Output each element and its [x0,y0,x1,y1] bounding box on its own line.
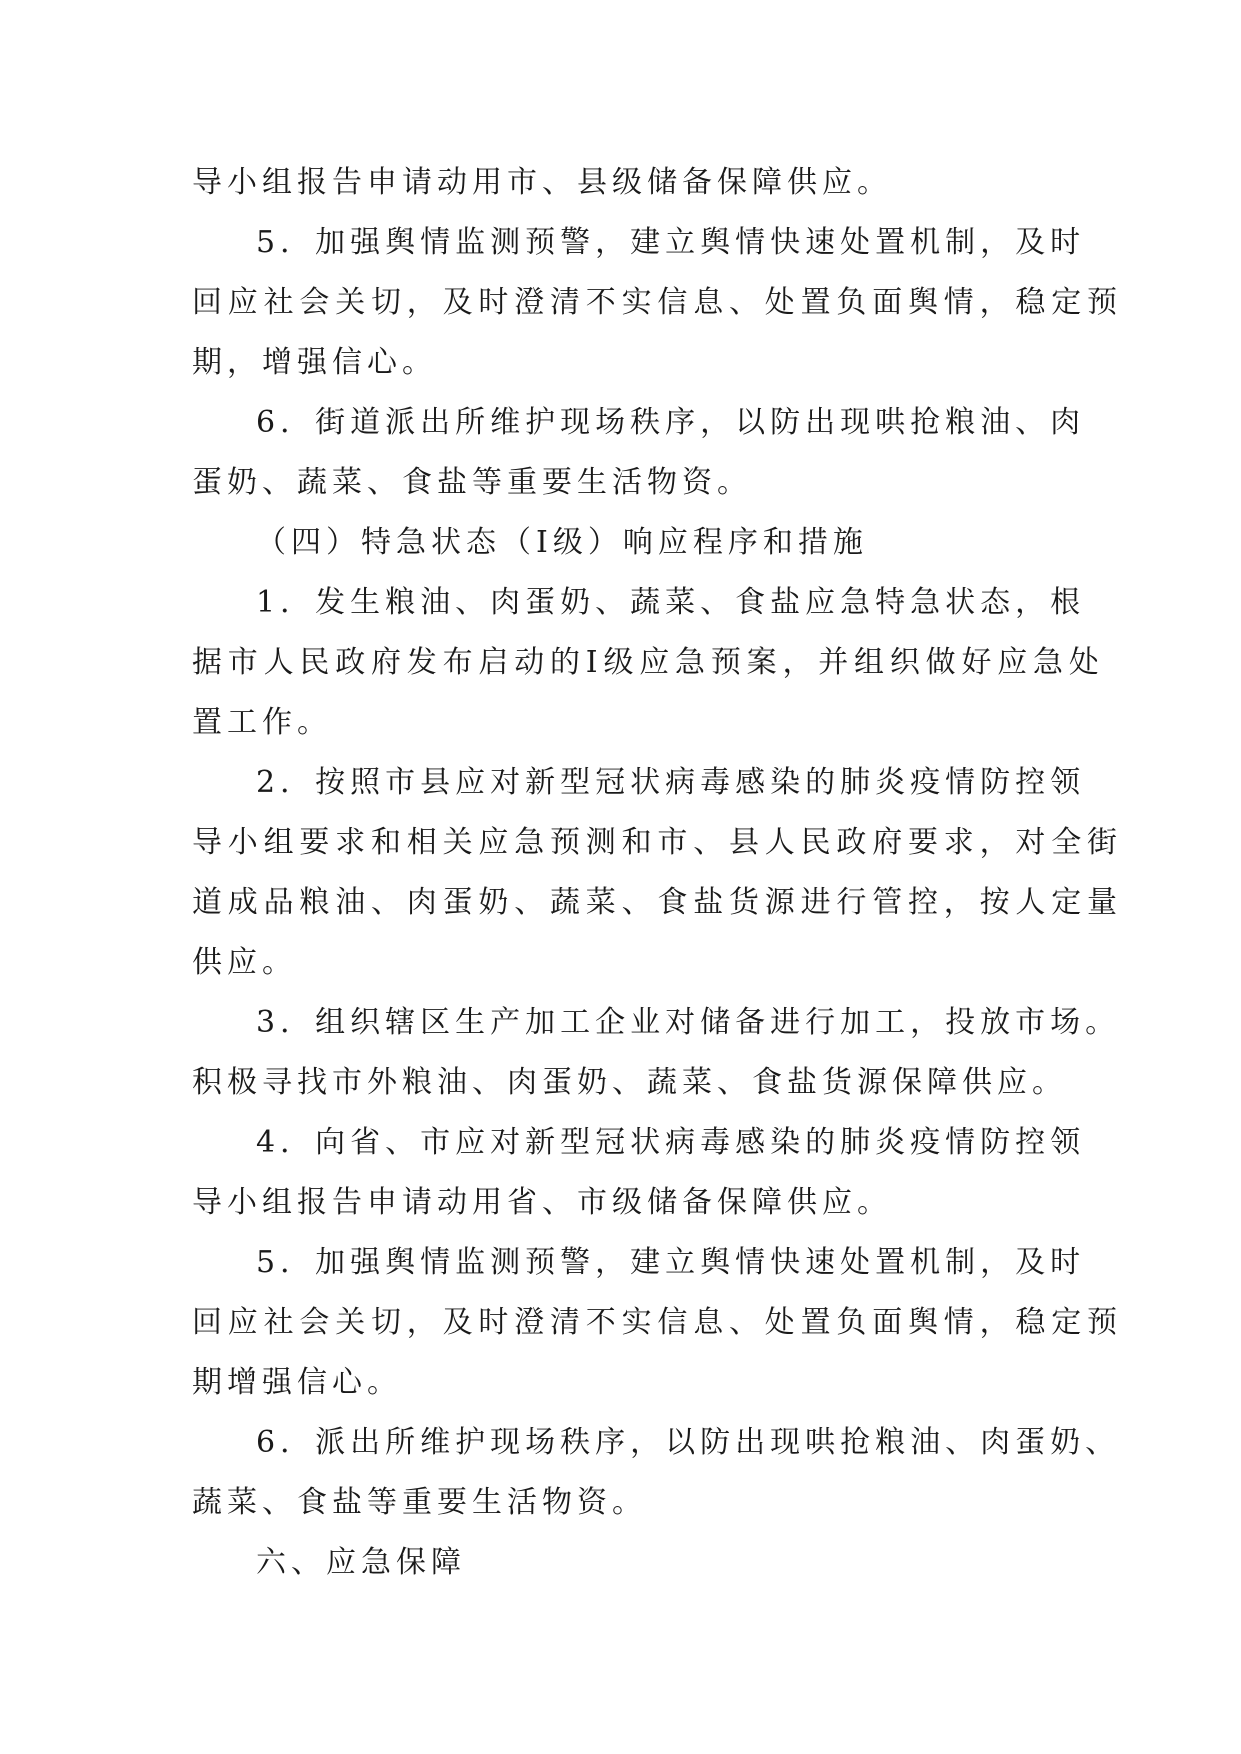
text-line: 供应。 [192,945,297,980]
text-line: 6．街道派出所维护现场秩序，以防出现哄抢粮油、肉 [256,405,1086,440]
text-line: 1．发生粮油、肉蛋奶、蔬菜、食盐应急特急状态，根 [256,585,1086,620]
text-line: 导小组报告申请动用市、县级储备保障供应。 [192,165,892,200]
text-line: 3．组织辖区生产加工企业对储备进行加工，投放市场。 [256,1005,1121,1040]
text-line: 4．向省、市应对新型冠状病毒感染的肺炎疫情防控领 [256,1125,1086,1160]
text-line: 导小组报告申请动用省、市级储备保障供应。 [192,1185,892,1220]
text-line: 置工作。 [192,705,332,740]
text-line: 回应社会关切，及时澄清不实信息、处置负面舆情，稳定预 [192,1305,1123,1340]
text-line: 积极寻找市外粮油、肉蛋奶、蔬菜、食盐货源保障供应。 [192,1065,1067,1100]
text-line: 蛋奶、蔬菜、食盐等重要生活物资。 [192,465,752,500]
text-line: 据市人民政府发布启动的Ⅰ级应急预案，并组织做好应急处 [192,645,1105,680]
text-line: 期，增强信心。 [192,345,437,380]
text-line: 5．加强舆情监测预警，建立舆情快速处置机制，及时 [256,1245,1086,1280]
text-line: 导小组要求和相关应急预测和市、县人民政府要求，对全街 [192,825,1123,860]
text-line: 2．按照市县应对新型冠状病毒感染的肺炎疫情防控领 [256,765,1086,800]
text-line: 5．加强舆情监测预警，建立舆情快速处置机制，及时 [256,225,1086,260]
text-line: 期增强信心。 [192,1365,402,1400]
text-line: 道成品粮油、肉蛋奶、蔬菜、食盐货源进行管控，按人定量 [192,885,1123,920]
section-heading: 六、应急保障 [256,1545,466,1580]
text-line: 蔬菜、食盐等重要生活物资。 [192,1485,647,1520]
text-line: 回应社会关切，及时澄清不实信息、处置负面舆情，稳定预 [192,285,1123,320]
section-heading: （四）特急状态（Ⅰ级）响应程序和措施 [256,525,868,560]
text-line: 6．派出所维护现场秩序，以防出现哄抢粮油、肉蛋奶、 [256,1425,1121,1460]
